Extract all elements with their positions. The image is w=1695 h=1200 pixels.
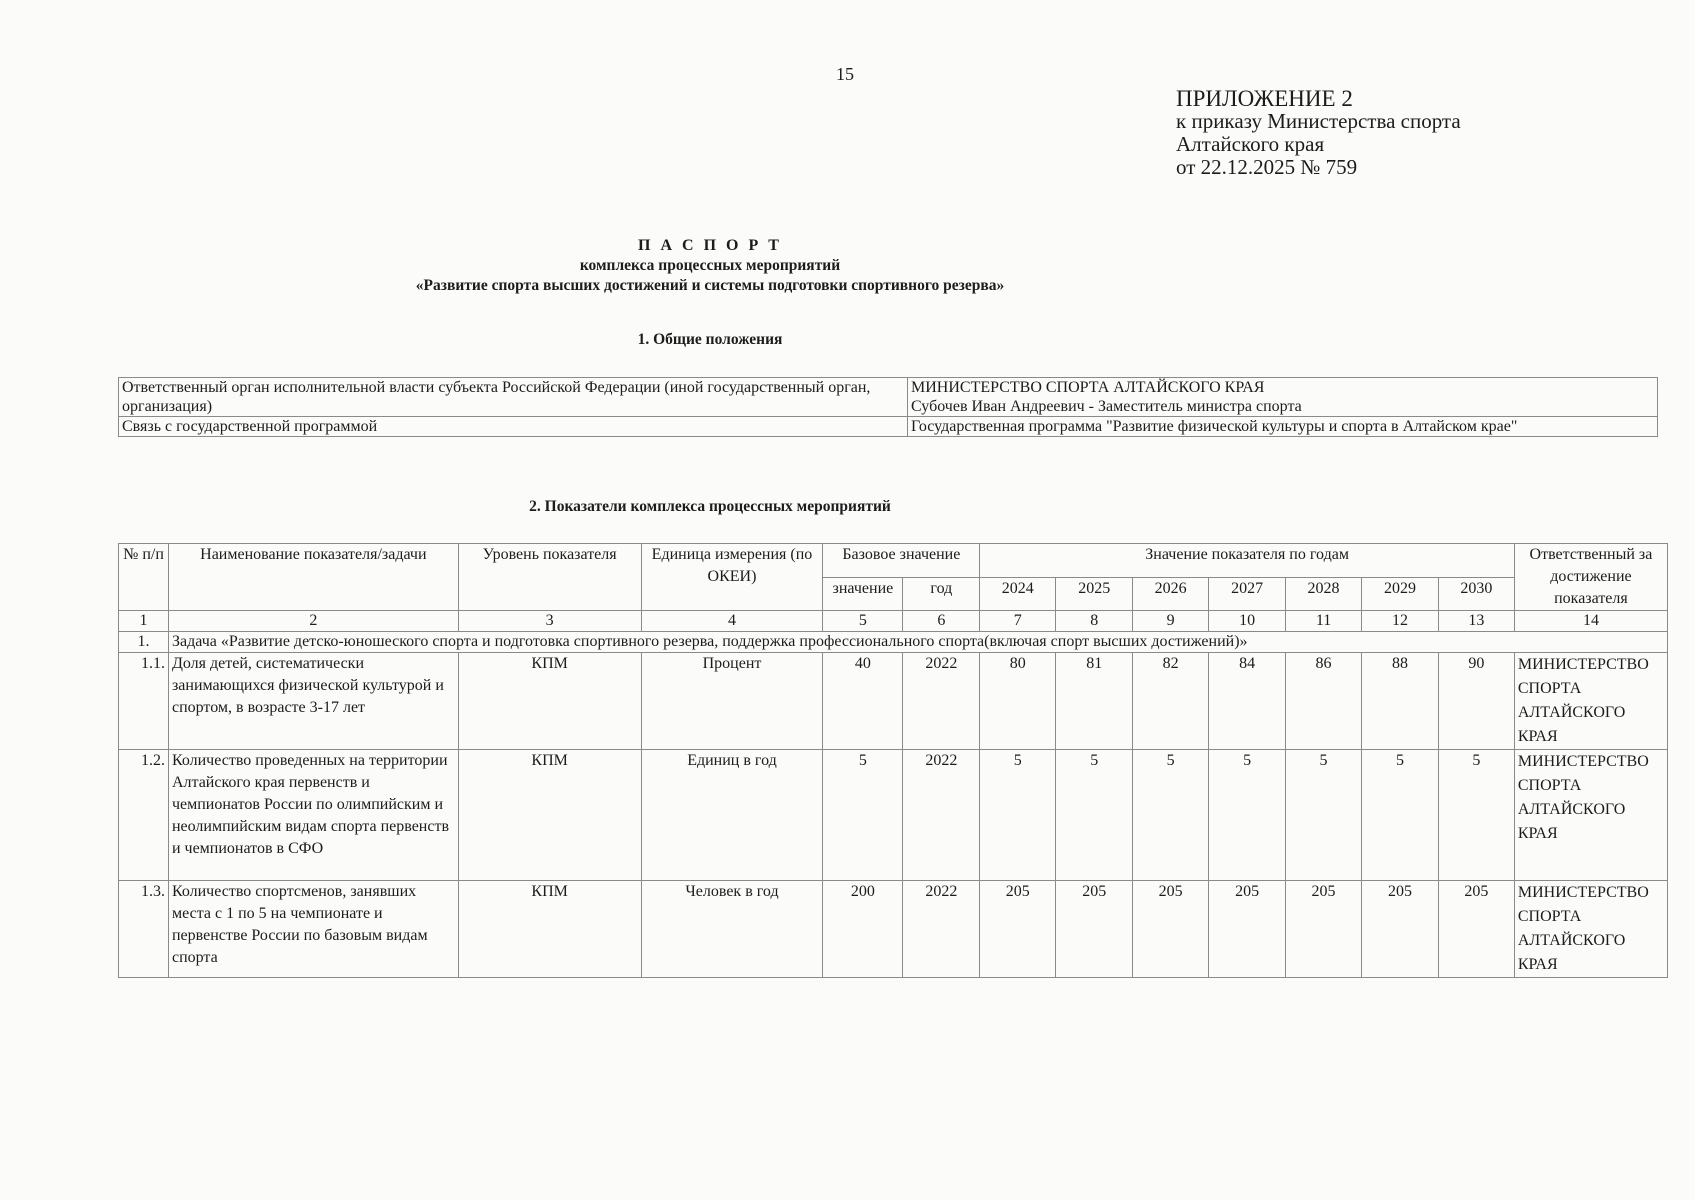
column-number: 13: [1438, 611, 1514, 632]
year-value: 205: [1362, 881, 1439, 978]
column-number: 1: [119, 611, 169, 632]
column-number: 11: [1286, 611, 1362, 632]
row-label: Ответственный орган исполнительной власти субъекта Российской Федерации (иной государственный орган, организация): [119, 378, 908, 417]
ministry-name: МИНИСТЕРСТВО СПОРТА АЛТАЙСКОГО КРАЯ: [911, 379, 1265, 396]
indicators-table: [118, 543, 1668, 978]
indicator-level: КПМ: [458, 750, 641, 881]
year-value: 205: [1056, 881, 1133, 978]
column-number: 5: [823, 611, 903, 632]
header-year: 2029: [1362, 577, 1439, 611]
table-row: [119, 653, 1668, 750]
task-row: [119, 632, 1668, 653]
table-row: [119, 378, 1658, 417]
header-base-value: значение: [823, 577, 903, 611]
header-unit: Единица измерения (по ОКЕИ): [641, 544, 823, 611]
responsible-person: Субочев Иван Андреевич - Заместитель министра спорта: [911, 398, 1302, 415]
year-value: 5: [1438, 750, 1514, 881]
base-year: 2022: [903, 653, 980, 750]
indicator-name: Количество спортсменов, занявших места с 1 по 5 на чемпионате и первенстве России по базовым видам спорта: [168, 881, 458, 978]
header-year: 2025: [1056, 577, 1133, 611]
header-row: [119, 544, 1668, 578]
column-number: 14: [1514, 611, 1667, 632]
column-number: 3: [458, 611, 641, 632]
row-num: 1.1.: [119, 653, 169, 750]
base-year: 2022: [903, 881, 980, 978]
column-number: 12: [1362, 611, 1439, 632]
passport-program-name: «Развитие спорта высших достижений и системы подготовки спортивного резерва»: [415, 277, 1005, 294]
general-provisions-table: [118, 377, 1658, 437]
row-num: 1.3.: [119, 881, 169, 978]
column-number: 9: [1133, 611, 1209, 632]
indicator-unit: Процент: [641, 653, 823, 750]
passport-header: [0, 236, 1420, 296]
table-row: [119, 417, 1658, 437]
year-value: 84: [1209, 653, 1286, 750]
page-number: 15: [836, 64, 854, 84]
year-value: 5: [1133, 750, 1209, 881]
year-value: 205: [1133, 881, 1209, 978]
header-level: Уровень показателя: [458, 544, 641, 611]
section-1-title: 1. Общие положения: [637, 331, 783, 348]
header-year: 2027: [1209, 577, 1286, 611]
row-num: 1.2.: [119, 750, 169, 881]
year-value: 90: [1438, 653, 1514, 750]
column-number: 6: [903, 611, 980, 632]
header-base-year: год: [903, 577, 980, 611]
appendix-order-line: от 22.12.2025 № 759: [1176, 155, 1358, 179]
year-value: 88: [1362, 653, 1439, 750]
appendix-line: к приказу Министерства спорта: [1176, 109, 1461, 133]
header-year: 2026: [1133, 577, 1209, 611]
column-number: 4: [641, 611, 823, 632]
column-number: 10: [1209, 611, 1286, 632]
header-by-years: Значение показателя по годам: [980, 544, 1515, 578]
base-value: 200: [823, 881, 903, 978]
column-number: 2: [168, 611, 458, 632]
task-num: 1.: [119, 632, 169, 653]
indicator-level: КПМ: [458, 881, 641, 978]
year-value: 5: [1209, 750, 1286, 881]
year-value: 81: [1056, 653, 1133, 750]
appendix-block: [1176, 87, 1461, 179]
header-name: Наименование показателя/задачи: [168, 544, 458, 611]
appendix-line: Алтайского края: [1176, 132, 1325, 156]
responsible: МИНИСТЕРСТВО СПОРТА АЛТАЙСКОГО КРАЯ: [1514, 653, 1667, 750]
header-responsible: Ответственный за достижение показателя: [1514, 544, 1667, 611]
indicator-name: Количество проведенных на территории Алтайского края первенств и чемпионатов России по олимпийским и неолимпийским видам спорта первенств и чемпионатов в СФО: [168, 750, 458, 881]
responsible: МИНИСТЕРСТВО СПОРТА АЛТАЙСКОГО КРАЯ: [1514, 881, 1667, 978]
header-num: № п/п: [119, 544, 169, 611]
table-row: [119, 881, 1668, 978]
column-numbers-row: [119, 611, 1668, 632]
passport-subtitle: комплекса процессных мероприятий: [579, 257, 841, 274]
header-year: 2030: [1438, 577, 1514, 611]
year-value: 5: [1056, 750, 1133, 881]
header-base: Базовое значение: [823, 544, 980, 578]
passport-title: П А С П О Р Т: [638, 237, 782, 254]
year-value: 205: [1209, 881, 1286, 978]
task-text: Задача «Развитие детско-юношеского спорта и подготовка спортивного резерва, поддержка профессионального спорта(включая спорт высших достижений)»: [168, 632, 1667, 653]
table-row: [119, 750, 1668, 881]
column-number: 7: [980, 611, 1056, 632]
year-value: 86: [1286, 653, 1362, 750]
section-2-title: 2. Показатели комплекса процессных мероприятий: [529, 498, 891, 515]
column-number: 8: [1056, 611, 1133, 632]
year-value: 5: [980, 750, 1056, 881]
year-value: 5: [1286, 750, 1362, 881]
header-year: 2028: [1286, 577, 1362, 611]
indicator-unit: Единиц в год: [641, 750, 823, 881]
base-value: 40: [823, 653, 903, 750]
base-value: 5: [823, 750, 903, 881]
base-year: 2022: [903, 750, 980, 881]
indicator-name: Доля детей, систематически занимающихся физической культурой и спортом, в возрасте 3-17 лет: [168, 653, 458, 750]
indicator-unit: Человек в год: [641, 881, 823, 978]
year-value: 205: [1286, 881, 1362, 978]
year-value: 80: [980, 653, 1056, 750]
row-value: [908, 378, 1658, 417]
indicator-level: КПМ: [458, 653, 641, 750]
year-value: 82: [1133, 653, 1209, 750]
row-label: Связь с государственной программой: [119, 417, 908, 437]
appendix-title: ПРИЛОЖЕНИЕ 2: [1176, 86, 1353, 111]
year-value: 205: [980, 881, 1056, 978]
responsible: МИНИСТЕРСТВО СПОРТА АЛТАЙСКОГО КРАЯ: [1514, 750, 1667, 881]
row-value: Государственная программа "Развитие физической культуры и спорта в Алтайском крае": [908, 417, 1658, 437]
header-year: 2024: [980, 577, 1056, 611]
year-value: 205: [1438, 881, 1514, 978]
year-value: 5: [1362, 750, 1439, 881]
